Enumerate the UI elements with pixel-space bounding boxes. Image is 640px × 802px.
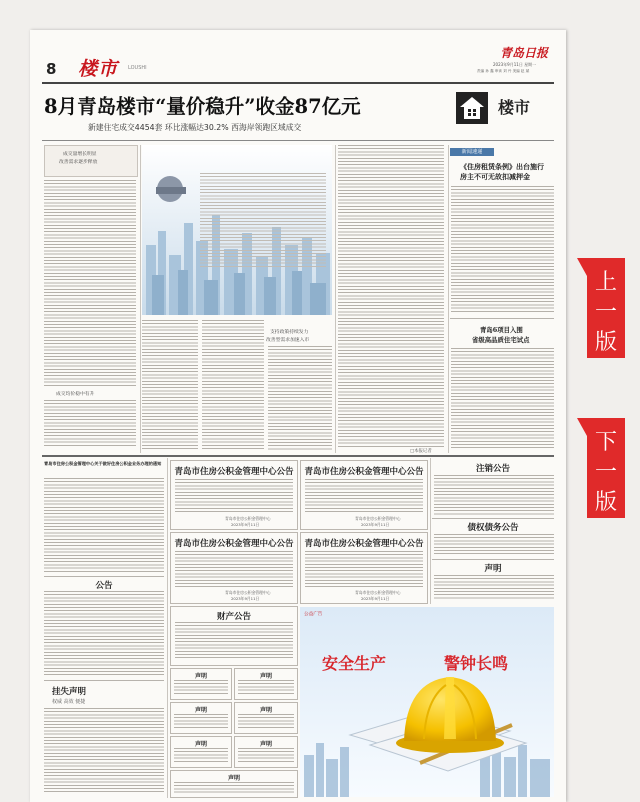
announcement-title: 公告 xyxy=(95,581,113,591)
statement-box-3: 声明 xyxy=(170,702,232,734)
right-headline-4: 省级高品质住宅试点 xyxy=(472,336,530,344)
property-notice: 财产公告 xyxy=(170,606,298,666)
gjj-notice-1: 青岛市住房公积金管理中心公告 青岛市住房公积金管理中心 2023年9月11日 xyxy=(170,460,298,530)
date-line: 2023年9月11日 星期一 xyxy=(493,62,537,67)
right-headline-2: 房主不可无故扣减押金 xyxy=(460,172,530,181)
statement-box-1: 声明 xyxy=(170,668,232,700)
prev-page-label: 上一版 xyxy=(594,270,617,355)
safety-ad xyxy=(300,607,554,797)
statement-box-7: 声明 xyxy=(170,770,298,798)
feature-image xyxy=(142,145,332,315)
lost-notice-sub: 权威 高效 便捷 xyxy=(52,699,86,705)
section-title: 楼市 xyxy=(78,58,119,80)
editor-line: 责编 孙 鑫 审读 刘 丹 美编 赵 斌 xyxy=(477,69,530,73)
statement-box-4: 声明 xyxy=(234,702,298,734)
house-icon xyxy=(456,92,488,124)
ad-tag: 公益广告 xyxy=(304,612,323,617)
next-page-label: 下一版 xyxy=(594,430,617,515)
right-headline-1: 《住房租赁条例》出台施行 xyxy=(460,162,544,171)
gjj-notice-4: 青岛市住房公积金管理中心公告 青岛市住房公积金管理中心 2023年9月11日 xyxy=(300,532,428,604)
ad-slogan-2: 警钟长鸣 xyxy=(444,654,509,673)
subheadline: 新建住宅成交4454套 环比涨幅达30.2% 西海岸领跑区域成交 xyxy=(88,123,302,132)
statement-box-6: 声明 xyxy=(234,736,298,768)
lead-text xyxy=(200,173,326,273)
ad-slogan-1: 安全生产 xyxy=(322,654,387,673)
cancel-notice-title: 注销公告 xyxy=(475,464,510,474)
section-pinyin: LOUSHI xyxy=(128,65,147,71)
subhead-3b: 改善型需求加速入市 xyxy=(266,338,310,343)
paper-logo: 青岛日报 xyxy=(500,46,549,60)
notice-left-banner: 青岛市住房公积金管理中心关于做好住房公积金业务办理的通知 xyxy=(44,461,162,466)
prev-page-tab[interactable] xyxy=(587,258,625,358)
debt-notice-title: 债权债务公告 xyxy=(467,523,519,533)
statement-title-right: 声明 xyxy=(484,564,502,574)
subhead-2: 成交均价稳中有升 xyxy=(56,392,95,397)
byline: □本报记者 xyxy=(410,449,432,454)
headline: 8月青岛楼市“量价稳升”收金87亿元 xyxy=(44,95,361,118)
subhead-3: 支持政策持续发力 xyxy=(270,330,309,335)
gjj-notice-2: 青岛市住房公积金管理中心公告 青岛市住房公积金管理中心 2023年9月11日 xyxy=(300,460,428,530)
lead-box: 成交量增长明显 改善需求逐步释放 xyxy=(44,145,138,177)
section-badge xyxy=(454,90,556,126)
right-headline-3: 青岛6项目入围 xyxy=(480,326,523,334)
statement-box-2: 声明 xyxy=(234,668,298,700)
section-badge-label: 楼市 xyxy=(498,98,531,117)
next-page-tab[interactable] xyxy=(587,418,625,518)
lost-notice-title: 挂失声明 xyxy=(52,687,87,697)
gjj-notice-3: 青岛市住房公积金管理中心公告 青岛市住房公积金管理中心 2023年9月11日 xyxy=(170,532,298,604)
newspaper-page xyxy=(30,30,566,802)
news-kicker: 新闻速递 xyxy=(450,148,494,156)
statement-box-5: 声明 xyxy=(170,736,232,768)
page-number: 8 xyxy=(46,60,57,78)
